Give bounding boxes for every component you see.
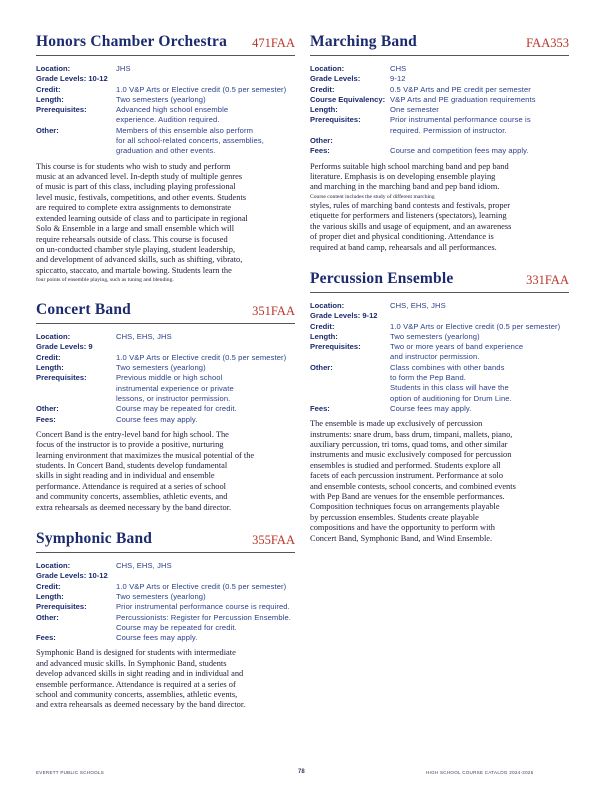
course-header xyxy=(36,30,295,56)
course-header xyxy=(310,30,569,56)
course-title: Marching Band xyxy=(310,33,417,50)
info-row xyxy=(310,85,569,95)
left-column xyxy=(36,30,295,725)
info-value: 1.0 V&P Arts or Elective credit (0.5 per semester) xyxy=(390,321,561,331)
info-label: Credit: xyxy=(36,352,61,362)
info-value: Two or more years of band experience and instructor permission. xyxy=(390,342,524,362)
info-label: Location: xyxy=(36,332,71,342)
info-value: 9-12 xyxy=(390,74,406,84)
info-label: Prerequisites: xyxy=(36,105,87,115)
description-text: This course is for students who wish to study and perform music at an advanced level. In-depth study of multiple genres of music is part of this class, including playing professional level music, festivals, competitions, and other events. Students are required to complete extra assignments to demonstrate extended learning outside of class and to participate in regional Solo & Ensemble in a large and small ensemble which will require rehearsals outside of class. This course is focused on un-conducted chamber style playing, student leadership, and development of advanced skills, such as shifting, vibrato, spiccatto, staccato, and martale bowing. Students learn the xyxy=(36,161,248,275)
info-value: Two semesters (yearlong) xyxy=(390,331,480,341)
course-header xyxy=(36,298,295,324)
info-row xyxy=(36,592,295,602)
course-title: Honors Chamber Orchestra xyxy=(36,33,228,50)
page-footer xyxy=(36,766,585,778)
course-marching-band xyxy=(310,30,569,253)
description-fine-print: four points of ensemble playing, such as tuning and blending. xyxy=(36,277,174,284)
info-label: Other: xyxy=(36,125,59,135)
course-code: FAA353 xyxy=(526,36,569,50)
footer-district: EVERETT PUBLIC SCHOOLS xyxy=(36,769,105,775)
info-label: Credit: xyxy=(36,581,61,591)
course-description xyxy=(36,648,295,710)
info-value: Percussionists: Register for Percussion Ensemble. Course may be repeated for credit. xyxy=(116,612,291,632)
info-row xyxy=(310,74,569,84)
info-value: Two semesters (yearlong) xyxy=(116,591,206,601)
course-code: 351FAA xyxy=(252,304,295,319)
course-info-table xyxy=(310,301,569,414)
info-row xyxy=(310,115,569,136)
info-value: Course fees may apply. xyxy=(116,414,198,424)
info-value: Course fees may apply. xyxy=(390,403,472,413)
info-row xyxy=(36,74,295,84)
info-value: CHS xyxy=(390,64,407,73)
info-value: CHS, EHS, JHS xyxy=(116,561,172,571)
info-label: Grade Levels: xyxy=(310,74,361,84)
course-info-table xyxy=(310,64,569,157)
info-row xyxy=(36,332,295,342)
info-row xyxy=(310,146,569,156)
course-title: Percussion Ensemble xyxy=(310,269,454,287)
info-row xyxy=(36,415,295,425)
info-value: 0.5 V&P Arts and PE credit per semester xyxy=(390,84,531,94)
info-label: Grade Levels: 10-12 xyxy=(36,74,108,84)
info-row xyxy=(310,311,569,321)
info-label: Fees: xyxy=(310,146,330,156)
info-label: Length: xyxy=(36,94,64,104)
page-number: 78 xyxy=(298,769,305,775)
info-row xyxy=(310,332,569,342)
info-label: Grade Levels: 9 xyxy=(36,342,93,352)
footer-catalog: HIGH SCHOOL COURSE CATALOG 2024-2025 xyxy=(426,769,534,775)
info-label: Length: xyxy=(310,105,338,115)
info-label: Grade Levels: 9-12 xyxy=(310,311,378,321)
info-value: V&P Arts and PE graduation requirements xyxy=(390,94,536,104)
info-value: Two semesters (yearlong) xyxy=(116,94,206,104)
right-column xyxy=(310,30,569,558)
info-row xyxy=(310,322,569,332)
course-code: 471FAA xyxy=(252,36,295,50)
course-title: Concert Band xyxy=(36,301,131,319)
info-label: Credit: xyxy=(36,84,61,94)
info-value: CHS, EHS, JHS xyxy=(390,300,446,310)
info-row xyxy=(310,136,569,146)
info-label: Length: xyxy=(36,363,64,373)
course-concert-band xyxy=(36,298,295,513)
info-label: Prerequisites: xyxy=(310,115,361,125)
info-row xyxy=(36,126,295,157)
info-value: Prior instrumental performance course is required. xyxy=(116,602,290,612)
info-label: Location: xyxy=(310,64,345,73)
info-value: Advanced high school ensemble experience. Audition required. xyxy=(116,105,229,125)
course-description xyxy=(36,162,295,284)
info-row xyxy=(36,363,295,373)
info-label: Prerequisites: xyxy=(36,373,87,383)
info-value: Members of this ensemble also perform for all school-related concerts, assemblies, graduation and other events. xyxy=(116,125,264,156)
info-row xyxy=(36,633,295,643)
info-label: Location: xyxy=(36,561,71,571)
info-value: Course fees may apply. xyxy=(116,633,198,643)
info-label: Credit: xyxy=(310,84,335,94)
info-label: Credit: xyxy=(310,321,335,331)
course-info-table xyxy=(36,64,295,157)
course-description xyxy=(310,419,569,544)
info-row xyxy=(36,64,295,74)
info-label: Location: xyxy=(36,64,71,73)
info-row xyxy=(36,613,295,634)
course-title: Symphonic Band xyxy=(36,530,153,548)
info-row xyxy=(36,95,295,105)
info-label: Fees: xyxy=(310,403,330,413)
info-value xyxy=(390,136,569,146)
info-row xyxy=(36,602,295,612)
course-info-table xyxy=(36,332,295,425)
info-label: Course Equivalency: xyxy=(310,94,386,104)
description-text: Symphonic Band is designed for students with intermediate and advanced music skills. In Symphonic Band, students develop advanced skills in sight reading and in individual and ensemble performance. Attendance is required at a series of school and community concerts, assemblies, athletic events, and extra rehearsals as deemed necessary by the band director. xyxy=(36,648,246,710)
info-row xyxy=(310,342,569,363)
info-value: 1.0 V&P Arts or Elective credit (0.5 per semester) xyxy=(116,352,287,362)
info-value: 1.0 V&P Arts or Elective credit (0.5 per semester) xyxy=(116,84,287,94)
info-label: Fees: xyxy=(36,414,56,424)
info-label: Location: xyxy=(310,300,345,310)
info-value: JHS xyxy=(116,64,131,73)
info-row xyxy=(36,105,295,126)
info-label: Grade Levels: 10-12 xyxy=(36,571,108,581)
course-code: 355FAA xyxy=(252,533,295,548)
description-text: Concert Band is the entry-level band for high school. The focus of the instructor is to provide a positive, nurturing learning environment that maximizes the musical potential of the students. In Concert Band, students develop fundamental skills in sight reading and in individual and ensemble performance. Attendance is required at a series of school and community concerts, assemblies, athletic events, and extra rehearsals as deemed necessary by the band director. xyxy=(36,429,255,512)
info-value: Course and competition fees may apply. xyxy=(390,146,529,156)
info-value: One semester xyxy=(390,105,439,115)
info-row xyxy=(310,363,569,404)
info-label: Prerequisites: xyxy=(36,602,87,612)
description-text: Performs suitable high school marching band and pep band literature. Emphasis is on developing ensemble playing and marching in the marching band and pep band idiom. xyxy=(310,161,509,192)
info-label: Fees: xyxy=(36,633,56,643)
info-label: Other: xyxy=(310,362,333,372)
info-row xyxy=(36,373,295,404)
info-value: Prior instrumental performance course is required. Permission of instructor. xyxy=(390,115,531,135)
info-row xyxy=(36,353,295,363)
info-row xyxy=(36,404,295,414)
course-header xyxy=(310,267,569,293)
course-info-table xyxy=(36,561,295,643)
info-label: Other: xyxy=(36,612,59,622)
course-symphonic-band xyxy=(36,527,295,711)
info-value: Two semesters (yearlong) xyxy=(116,363,206,373)
info-row xyxy=(310,404,569,414)
course-header xyxy=(36,527,295,553)
info-value: CHS, EHS, JHS xyxy=(116,332,172,342)
info-label: Length: xyxy=(310,331,338,341)
description-continued: styles, rules of marching band contests and festivals, proper etiquette for performers and listeners (spectators), learning the various skills and usage of equipment, and an awareness of proper diet and physical conditioning. Attendance is required at band camp, rehearsals and all performances. xyxy=(310,200,512,252)
info-row xyxy=(310,95,569,105)
info-row xyxy=(36,85,295,95)
info-value: Course may be repeated for credit. xyxy=(116,404,237,414)
course-code: 331FAA xyxy=(526,272,569,287)
info-row xyxy=(36,561,295,571)
course-honors-chamber-orchestra xyxy=(36,30,295,284)
course-percussion-ensemble xyxy=(310,267,569,544)
info-label: Length: xyxy=(36,591,64,601)
info-row xyxy=(310,64,569,74)
course-description xyxy=(36,430,295,513)
info-label: Prerequisites: xyxy=(310,342,361,352)
info-value: Class combines with other bands to form the Pep Band. Students in this class will have the option of auditioning for Drum Line. xyxy=(390,362,512,403)
info-row xyxy=(36,342,295,352)
info-value: 1.0 V&P Arts or Elective credit (0.5 per semester) xyxy=(116,581,287,591)
info-label: Other: xyxy=(36,404,59,414)
info-label: Other: xyxy=(310,136,333,146)
info-row xyxy=(36,571,295,581)
info-row xyxy=(310,301,569,311)
description-text: The ensemble is made up exclusively of percussion instruments: snare drum, bass drum, timpani, mallets, piano, auxiliary percussion, tri toms, quad toms, and other similar instruments and music exclusively composed for percussion ensembles is studied and performed. Students explore all facets of each percussion instrument. Performance at solo and ensemble contests, school concerts, and combined events with Pep Band are venues for the ensemble performances. Composition techniques focus on arrangements playable by percussion ensembles. Students create playable compositions and have the opportunity to perform with Concert Band, Symphonic Band, and Wind Ensemble. xyxy=(310,419,516,543)
info-row xyxy=(310,105,569,115)
info-row xyxy=(36,582,295,592)
course-description xyxy=(310,162,569,253)
description-fine-print: Course content includes the study of different marching xyxy=(310,193,435,200)
info-value: Previous middle or high school instrumental experience or private lessons, or instructor permission. xyxy=(116,373,234,403)
